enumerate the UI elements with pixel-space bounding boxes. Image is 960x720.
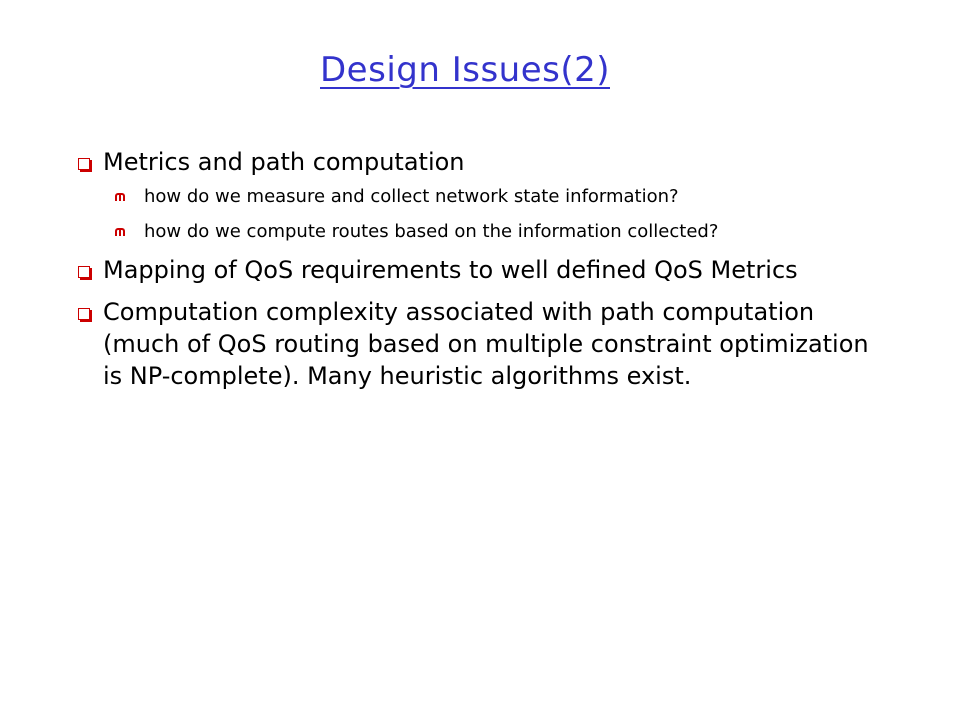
bullet-item [74, 254, 874, 286]
sub-bullet-list [103, 184, 874, 244]
bullet-text: Computation complexity associated with path computation (much of QoS routing based on multiple constraint optimization is NP-complete). Many heuristic algorithms exist. [103, 298, 869, 390]
bullet-text: Mapping of QoS requirements to well defined QoS Metrics [103, 256, 798, 284]
sub-bullet-text: how do we measure and collect network state information? [144, 186, 679, 207]
bullet-item [74, 296, 874, 392]
square-bullet-icon [78, 266, 90, 278]
slide-title: Design Issues(2) [320, 50, 610, 90]
sub-bullet-item [103, 219, 874, 244]
bullet-text: Metrics and path computation [103, 148, 465, 176]
square-bullet-icon [78, 158, 90, 170]
m-bullet-icon [115, 228, 125, 236]
sub-bullet-item [103, 184, 874, 209]
m-bullet-icon [115, 193, 125, 201]
bullet-list [74, 146, 874, 402]
sub-bullet-text: how do we compute routes based on the information collected? [144, 221, 719, 242]
square-bullet-icon [78, 308, 90, 320]
bullet-item [74, 146, 874, 244]
